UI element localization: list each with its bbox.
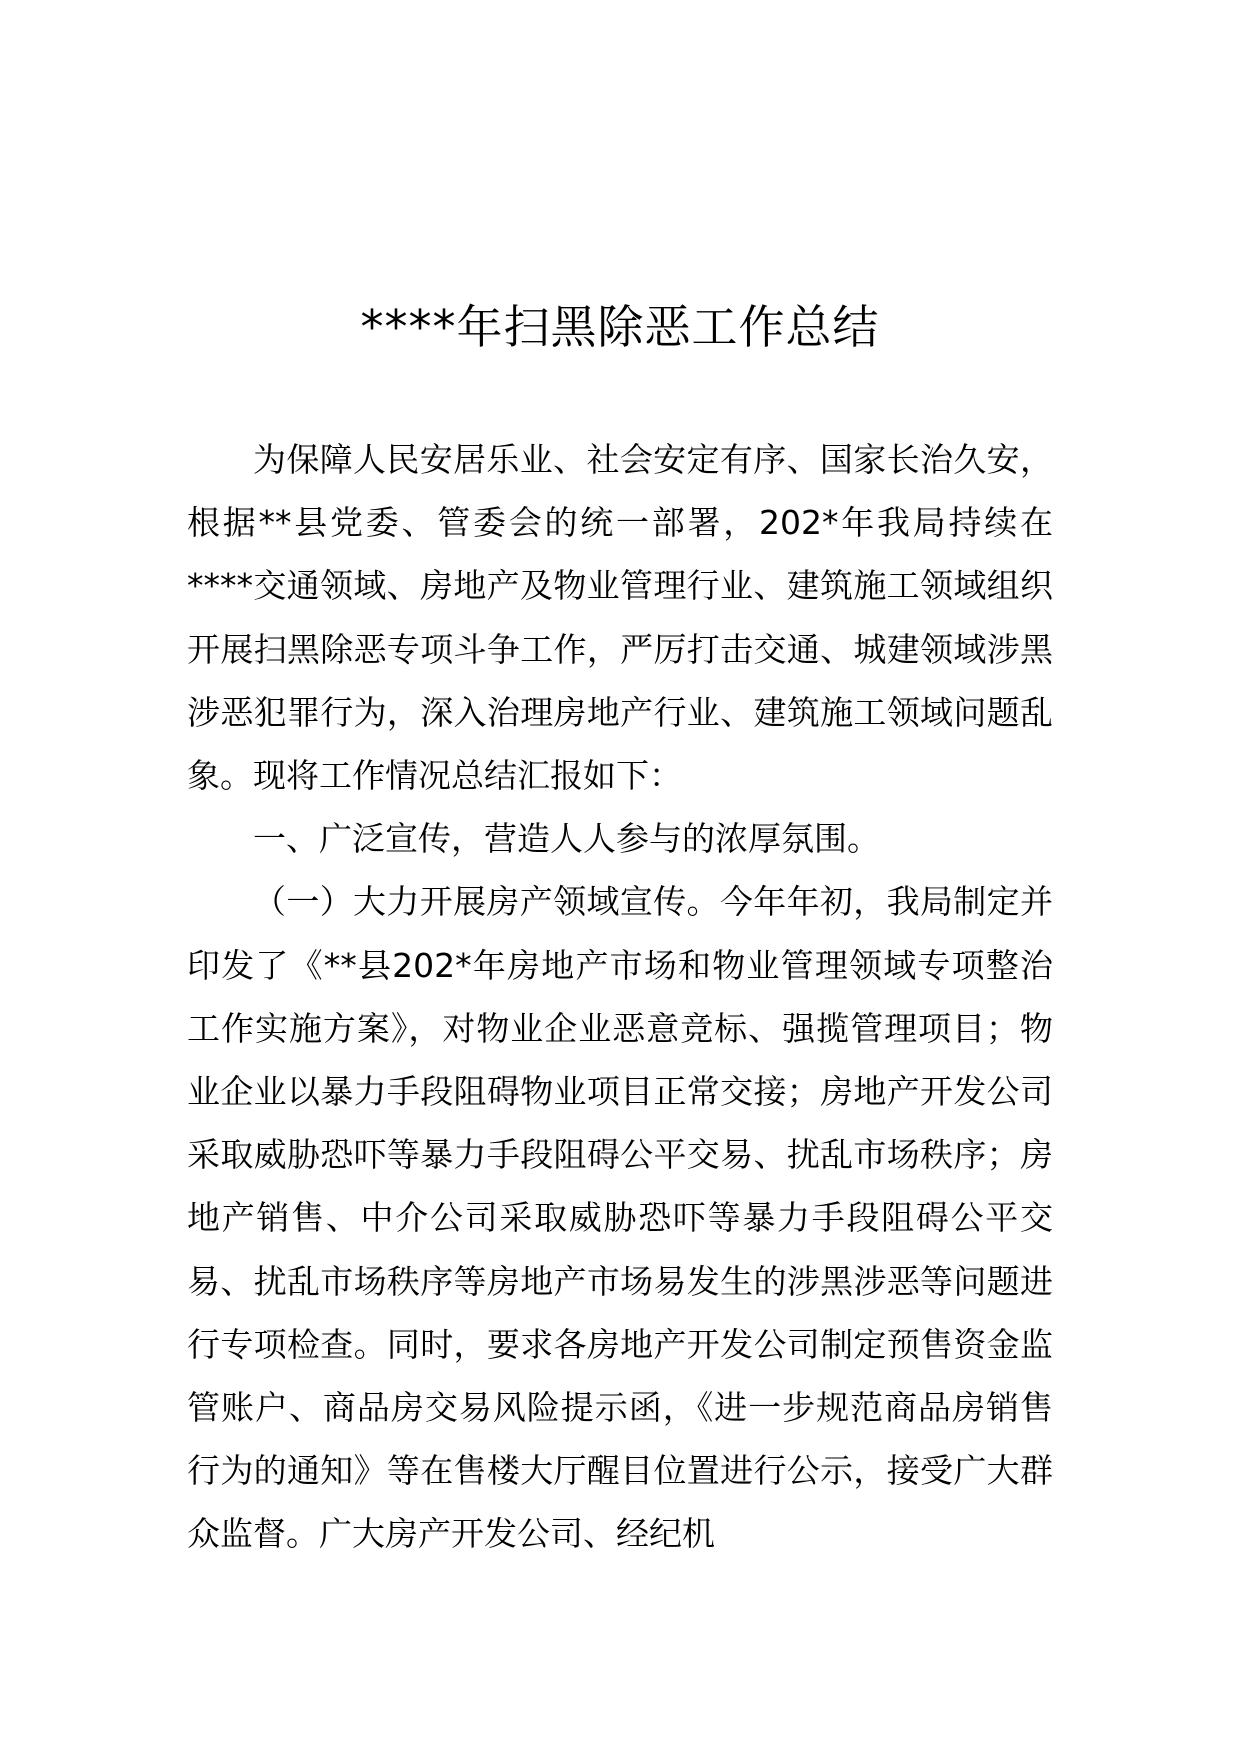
- document-body: [187, 428, 1053, 1566]
- section-heading: 一、广泛宣传，营造人人参与的浓厚氛围。: [253, 819, 880, 859]
- intro-paragraph: 为保障人民安居乐业、社会安定有序、国家长治久安，根据**县党委、管委会的统一部署，202*年我局持续在****交通领域、房地产及物业管理行业、建筑施工领域组织开展扫黑除恶专项斗争工作，严厉打击交通、城建领域涉黑涉恶犯罪行为，深入治理房地产行业、建筑施工领域问题乱象。现将工作情况总结汇报如下：: [187, 440, 1053, 796]
- section-paragraph: （一）大力开展房产领域宣传。今年年初，我局制定并印发了《**县202*年房地产市场和物业管理领域专项整治工作实施方案》，对物业企业恶意竞标、强揽管理项目；物业企业以暴力手段阻碍物业项目正常交接；房地产开发公司采取威胁恐吓等暴力手段阻碍公平交易、扰乱市场秩序；房地产销售、中介公司采取威胁恐吓等暴力手段阻碍公平交易、扰乱市场秩序等房地产市场易发生的涉黑涉恶等问题进行专项检查。同时，要求各房地产开发公司制定预售资金监管账户、商品房交易风险提示函，《进一步规范商品房销售行为的通知》等在售楼大厅醒目位置进行公示，接受广大群众监督。广大房产开发公司、经纪机: [187, 882, 1053, 1554]
- document-title: ****年扫黑除恶工作总结: [360, 300, 880, 354]
